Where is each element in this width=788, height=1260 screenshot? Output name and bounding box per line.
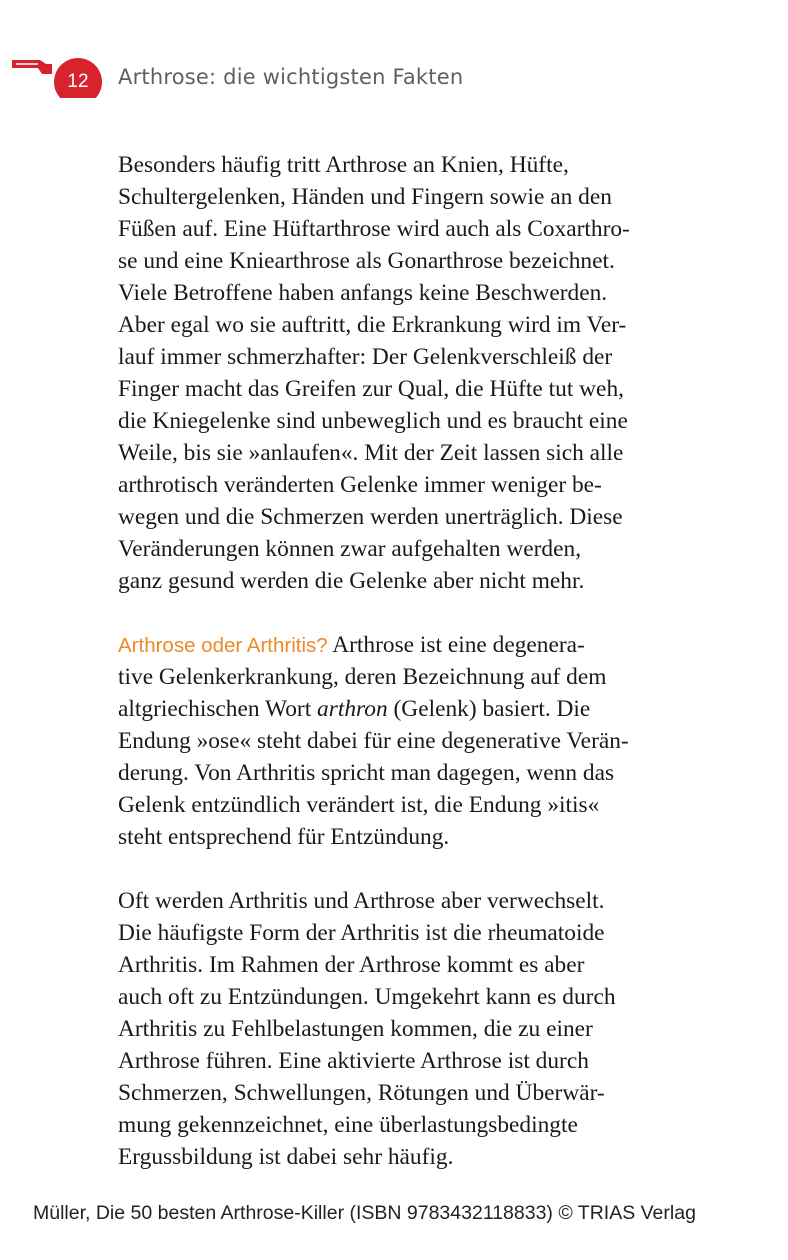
text-line: derung. Von Arthritis spricht man dagegen, wenn das	[118, 760, 615, 786]
text-line: die Kniegelenke sind unbeweglich und es braucht eine	[118, 408, 628, 434]
text-line: auch oft zu Entzündungen. Umgekehrt kann es durch	[118, 984, 616, 1010]
footer-citation: Müller, Die 50 besten Arthrose-Killer (ISBN 9783432118833) © TRIAS Verlag	[33, 1202, 696, 1224]
paragraph-2	[118, 629, 718, 853]
text-line: ganz gesund werden die Gelenke aber nicht mehr.	[118, 568, 585, 594]
italic-term: arthron	[317, 696, 388, 722]
text-line: Gelenk entzündlich verändert ist, die Endung »itis«	[118, 792, 600, 818]
text-run: (Gelenk) basiert. Die	[387, 696, 591, 722]
text-line: Finger macht das Greifen zur Qual, die Hüfte tut weh,	[118, 376, 624, 402]
paragraph-spacer	[118, 597, 718, 629]
text-line: Oft werden Arthritis und Arthrose aber verwechselt.	[118, 888, 605, 914]
paragraph-1	[118, 149, 718, 597]
text-line: Veränderungen können zwar aufgehalten werden,	[118, 536, 582, 562]
text-line: Weile, bis sie »anlaufen«. Mit der Zeit lassen sich alle	[118, 440, 624, 466]
text-line: arthrotisch veränderten Gelenke immer weniger be-	[118, 472, 602, 498]
text-line: Besonders häufig tritt Arthrose an Knien, Hüfte,	[118, 152, 569, 178]
text-line: tive Gelenkerkrankung, deren Bezeichnung auf dem	[118, 664, 607, 690]
paragraph-3	[118, 885, 718, 1173]
text-line: Arthrose führen. Eine aktivierte Arthrose ist durch	[118, 1048, 589, 1074]
text-line: Füßen auf. Eine Hüftarthrose wird auch als Coxarthro-	[118, 216, 630, 242]
page-header	[0, 44, 788, 108]
text-line: Arthritis zu Fehlbelastungen kommen, die zu einer	[118, 1016, 593, 1042]
body-text	[118, 149, 718, 1173]
section-highlight: Arthrose oder Arthritis?	[118, 634, 328, 657]
text-line: Aber egal wo sie auftritt, die Erkrankung wird im Ver-	[118, 312, 627, 338]
paragraph-spacer	[118, 853, 718, 885]
text-run: Arthrose ist eine degenera-	[327, 632, 585, 658]
running-title: Arthrose: die wichtigsten Fakten	[118, 65, 464, 89]
text-line: se und eine Kniearthrose als Gonarthrose bezeichnet.	[118, 248, 615, 274]
text-line	[118, 629, 718, 661]
text-line: steht entsprechend für Entzündung.	[118, 824, 450, 850]
text-line: Die häufigste Form der Arthritis ist die rheumatoide	[118, 920, 605, 946]
text-line: lauf immer schmerzhafter: Der Gelenkverschleiß der	[118, 344, 613, 370]
text-line: Schultergelenken, Händen und Fingern sowie an den	[118, 184, 612, 210]
text-line: Ergussbildung ist dabei sehr häufig.	[118, 1144, 454, 1170]
text-line: Arthritis. Im Rahmen der Arthrose kommt es aber	[118, 952, 585, 978]
text-line: Endung »ose« steht dabei für eine degenerative Verän-	[118, 728, 629, 754]
text-line: mung gekennzeichnet, eine überlastungsbedingte	[118, 1112, 578, 1138]
text-line: Viele Betroffene haben anfangs keine Beschwerden.	[118, 280, 608, 306]
text-line: Schmerzen, Schwellungen, Rötungen und Überwär-	[118, 1080, 605, 1106]
page-number: 12	[67, 71, 89, 92]
text-line: wegen und die Schmerzen werden unerträglich. Diese	[118, 504, 623, 530]
text-line	[118, 693, 718, 725]
text-run: altgriechischen Wort	[118, 696, 318, 722]
